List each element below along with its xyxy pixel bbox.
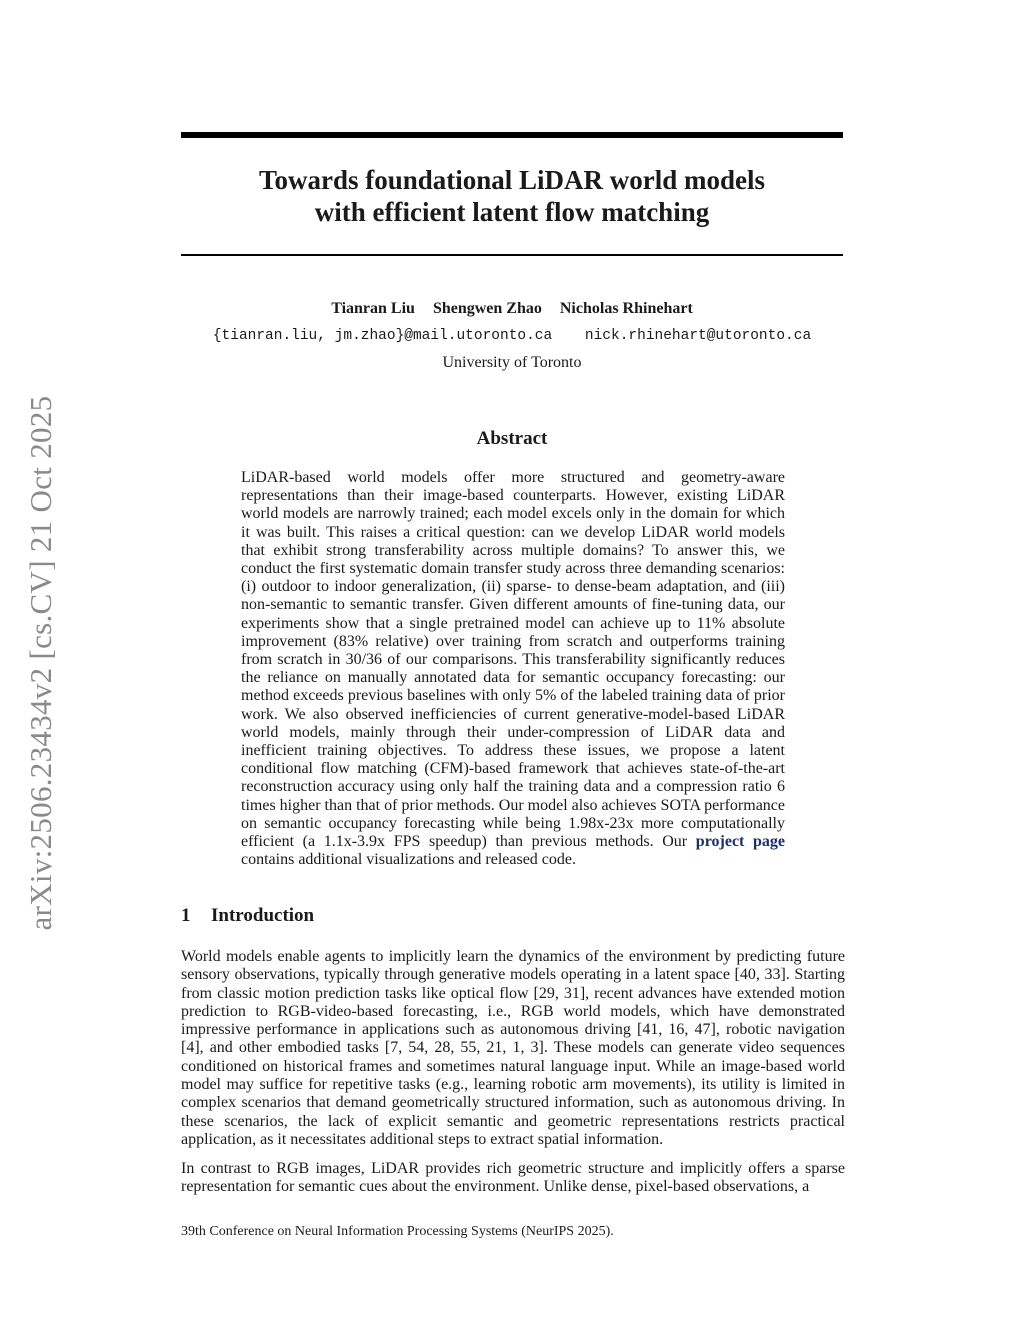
conference-footnote: 39th Conference on Neural Information Processing Systems (NeurIPS 2025). [181, 1224, 614, 1239]
title-top-rule [181, 132, 843, 138]
abstract-text-end: contains additional visualizations and released code. [241, 851, 576, 869]
abstract-text [241, 469, 785, 869]
introduction-paragraph-1: World models enable agents to implicitly learn the dynamics of the environment by predicting future sensory observations, typically through generative models operating in a latent space [40, 33]. Starting from classic motion prediction tasks like optical flow [29, 31], recent advances have extended motion prediction to RGB-video-based forecasting, i.e., RGB world models, which have demonstrated impressive performance in applications such as autonomous driving [41, 16, 47], robotic navigation [4], and other embodied tasks [7, 54, 28, 55, 21, 1, 3]. These models can generate video sequences conditioned on historical frames and sometimes natural language input. While an image-based world model may suffice for repetitive tasks (e.g., learning robotic arm movements), its utility is limited in complex scenarios that demand geometrically structured information, such as autonomous driving. In these scenarios, the lack of explicit semantic and geometric representations restricts practical application, as it necessitates additional steps to extract spatial information. [181, 948, 845, 1148]
section-title: Introduction [211, 905, 315, 926]
author-list [181, 300, 843, 318]
introduction-heading [181, 905, 314, 927]
introduction-paragraph-2: In contrast to RGB images, LiDAR provides rich geometric structure and implicitly offers a sparse representation for semantic cues about the environment. Unlike dense, pixel-based observations, a [181, 1160, 845, 1196]
author-name: Nicholas Rhinehart [559, 300, 693, 317]
abstract-text-main: LiDAR-based world models offer more structured and geometry-aware representations than their image-based counterparts. However, existing LiDAR world models are narrowly trained; each model excels only in the domain for which it was built. This raises a critical question: can we develop LiDAR world models that exhibit strong transferability across multiple domains? To answer this, we conduct the first systematic domain transfer study across three demanding scenarios: (i) outdoor to indoor generalization, (ii) sparse- to dense-beam adaptation, and (iii) non-semantic to semantic transfer. Given different amounts of fine-tuning data, our experiments show that a single pretrained model can achieve up to 11% absolute improvement (83% relative) over training from scratch and outperforms training from scratch in 30/36 of our comparisons. This transferability significantly reduces the reliance on manually annotated data for semantic occupancy forecasting: our method exceeds previous baselines with only 5% of the labeled training data of prior work. We also observed inefficiencies of current generative-model-based LiDAR world models, mainly through their under-compression of LiDAR data and inefficient training objectives. To address these issues, we propose a latent conditional flow matching (CFM)-based framework that achieves state-of-the-art reconstruction accuracy using only half the training data and a compression ratio 6 times higher than that of prior methods. Our model also achieves SOTA performance on semantic occupancy forecasting while being 1.98x-23x more computationally efficient (a 1.1x-3.9x FPS speedup) than previous methods. Our [241, 469, 785, 851]
author-email: nick.rhinehart@utoronto.ca [584, 328, 812, 344]
arxiv-identifier-stamp: arXiv:2506.23434v2 [cs.CV] 21 Oct 2025 [23, 395, 58, 931]
section-number: 1 [181, 905, 191, 926]
title-line-2: with efficient latent flow matching [314, 197, 710, 227]
title-line-1: Towards foundational LiDAR world models [258, 165, 766, 195]
paper-title [181, 164, 843, 228]
project-page-link[interactable]: project page [695, 833, 786, 851]
author-name: Shengwen Zhao [432, 300, 542, 317]
author-name: Tianran Liu [331, 300, 415, 317]
author-affiliation: University of Toronto [442, 354, 582, 371]
title-bottom-rule [181, 254, 843, 256]
abstract-heading: Abstract [476, 428, 548, 449]
author-emails [181, 328, 843, 344]
author-email: {tianran.liu, jm.zhao}@mail.utoronto.ca [212, 328, 553, 344]
